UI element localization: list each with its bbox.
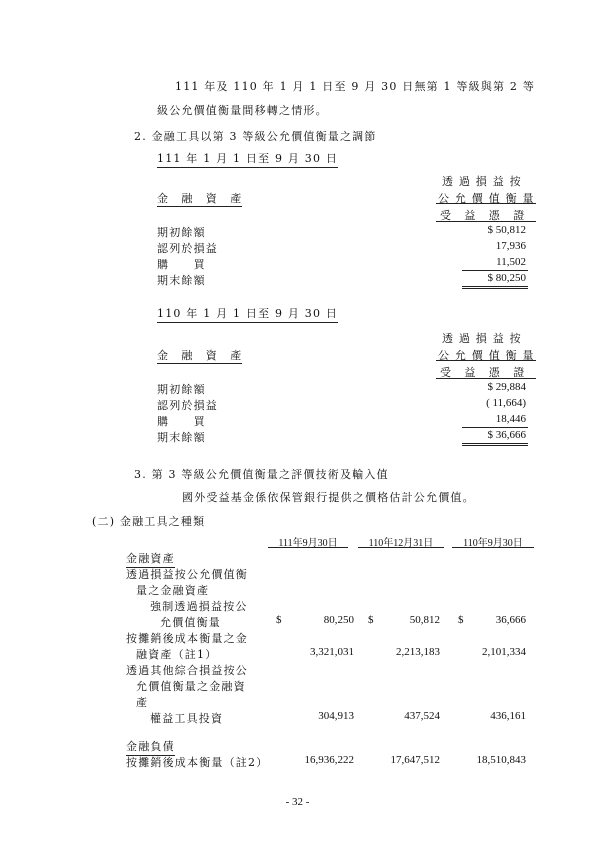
column-header-2021-12-31: 110年12月31日: [368, 538, 434, 549]
column-header-rule: [358, 547, 444, 548]
amortized-cost-assets-label-line-2: 融資產（註1）: [136, 648, 218, 661]
liabilities-value-2021-09: 18,510,843: [476, 754, 526, 766]
dollar-sign: $: [276, 614, 282, 626]
column-header-2022-09-30: 111年9月30日: [278, 538, 338, 549]
liabilities-value-2022-09: 16,936,222: [304, 754, 354, 766]
table1-asset-label: [157, 190, 277, 206]
table1-total-rule-2: [462, 288, 528, 289]
amortized-cost-value-2021-09: 2,101,334: [482, 646, 526, 658]
table2-asset-label-text: 金 融 資 產: [157, 349, 243, 362]
table2-header-rule-2: [436, 378, 536, 379]
table2-row-value: 18,446: [495, 413, 526, 425]
table1-row-label: 購 買: [157, 258, 206, 271]
table1-header-rule-2: [436, 221, 536, 222]
amortized-cost-value-2021-12: 2,213,183: [396, 646, 440, 658]
column-header-rule: [268, 547, 348, 548]
table1-col-header-2: 公 允 價 值 衡 量: [438, 192, 535, 205]
table2-total-rule-1: [462, 443, 528, 444]
table1-row-value: $ 80,250: [487, 272, 526, 284]
table1-col-header-1: 透 過 損 益 按: [442, 175, 522, 188]
column-header-rule: [452, 547, 534, 548]
intro-line-2: 級公允價值衡量間移轉之情形。: [157, 104, 328, 117]
table1-row-label: 認列於損益: [157, 242, 218, 255]
section-3-title: 3. 第 3 等級公允價值衡量之評價技術及輸入值: [134, 468, 389, 481]
equity-investment-label: 權益工具投資: [150, 712, 224, 725]
table2-period: 110 年 1 月 1 日至 9 月 30 日: [157, 305, 338, 323]
table1-row-label: 期初餘額: [157, 226, 206, 239]
table1-total-rule-1: [462, 286, 528, 287]
fvtpl-label-line-2: 量之金融資產: [136, 584, 210, 597]
table1-sum-rule: [462, 270, 528, 271]
table2-row-label: 購 買: [157, 415, 206, 428]
equity-investment-value-2021-12: 437,524: [404, 710, 440, 722]
table2-sum-rule: [462, 427, 528, 428]
table2-row-label: 期末餘額: [157, 431, 206, 444]
amortized-cost-liabilities-label: 按攤銷後成本衡量（註2）: [126, 756, 269, 769]
mandatory-fvtpl-value-2021-12: 50,812: [409, 614, 440, 626]
table2-row-value: $ 29,884: [487, 381, 526, 393]
financial-assets-heading: 金融資產: [126, 550, 175, 568]
table1-col-header-3: 受 益 憑 證: [440, 209, 526, 222]
table2-header-rule-1: [436, 360, 536, 361]
table1-row-value: 17,936: [495, 240, 526, 252]
mandatory-fvtpl-value-2022-09: 80,250: [323, 614, 354, 626]
fvoci-label-line-2: 允價值衡量之金融資: [136, 680, 246, 693]
equity-investment-value-2021-09: 436,161: [490, 710, 526, 722]
table2-col-header-1: 透 過 損 益 按: [442, 332, 522, 345]
table1-row-value: 11,502: [496, 256, 526, 268]
table2-total-rule-2: [462, 445, 528, 446]
column-header-2021-09-30: 110年9月30日: [463, 538, 523, 549]
table1-asset-label-text: 金 融 資 產: [157, 192, 243, 205]
dollar-sign: $: [368, 614, 374, 626]
section-3-body: 國外受益基金係依保管銀行提供之價格估計公允價值。: [182, 491, 475, 504]
table2-row-value: ( 11,664): [486, 397, 526, 409]
table2-row-label: 期初餘額: [157, 383, 206, 396]
table2-row-label: 認列於損益: [157, 399, 218, 412]
table2-asset-label: [157, 347, 277, 363]
table1-row-value: $ 50,812: [487, 224, 526, 236]
section-2-title: 2. 金融工具以第 3 等級公允價值衡量之調節: [134, 130, 377, 143]
amortized-cost-assets-label-line-1: 按攤銷後成本衡量之金: [126, 632, 248, 645]
liabilities-value-2021-12: 17,647,512: [390, 754, 440, 766]
dollar-sign: $: [458, 614, 464, 626]
mandatory-fvtpl-label-line-1: 強制透過損益按公: [150, 600, 248, 613]
table2-col-header-3: 受 益 憑 證: [440, 366, 526, 379]
mandatory-fvtpl-label-line-2: 允價值衡量: [160, 616, 221, 629]
table1-row-label: 期末餘額: [157, 274, 206, 287]
table2-row-value: $ 36,666: [487, 429, 526, 441]
table1-header-rule-1: [436, 203, 536, 204]
mandatory-fvtpl-value-2021-09: 36,666: [495, 614, 526, 626]
equity-investment-value-2022-09: 304,913: [318, 710, 354, 722]
fvoci-label-line-3: 產: [136, 696, 149, 709]
section-b-title: (二) 金融工具之種類: [92, 515, 206, 528]
fvoci-label-line-1: 透過其他綜合損益按公: [126, 664, 248, 677]
table2-col-header-2: 公 允 價 值 衡 量: [438, 349, 535, 362]
financial-liabilities-heading: 金融負債: [126, 738, 175, 756]
fvtpl-label-line-1: 透過損益按公允價值衡: [126, 568, 248, 581]
intro-line-1: 111 年及 110 年 1 月 1 日至 9 月 30 日無第 1 等級與第 2 等: [175, 80, 536, 93]
table1-period: 111 年 1 月 1 日至 9 月 30 日: [157, 150, 338, 168]
page-number: - 32 -: [285, 796, 310, 808]
amortized-cost-value-2022-09: 3,321,031: [310, 646, 354, 658]
